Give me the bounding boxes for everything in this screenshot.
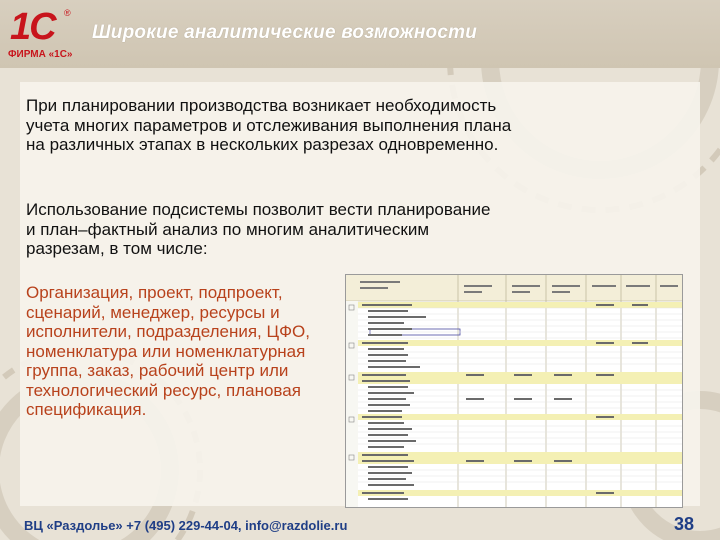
logo-firm-name: ФИРМА «1С» [8,49,73,60]
report-table-image [346,275,682,507]
analytics-list: Организация, проект, подпроект, сценарий, менеджер, ресурсы и исполнители, подразделения, ЦФО, номенклатура или номенклатурная группа, заказ, рабочий центр или технологический ресурс, плановая спецификация. [26,283,310,419]
logo-registered-mark: ® [64,8,71,18]
page-number: 38 [674,514,695,534]
logo-mark: 1С [10,6,55,48]
company-logo [6,6,76,64]
subsystem-paragraph: Использование подсистемы позволит вести планирование и план–фактный анализ по многим аналитическим разрезам, в том числе: [26,200,491,258]
footer-contact: ВЦ «Раздолье» +7 (495) 229-44-04, info@razdolie.ru [24,518,348,533]
report-screenshot [345,274,683,508]
intro-paragraph: При планировании производства возникает необходимость учета многих параметров и отслеживания выполнения плана на различных этапах в нескольких разрезах одновременно. [26,96,512,154]
slide-title: Широкие аналитические возможности [92,22,477,43]
header-bar [0,0,720,68]
